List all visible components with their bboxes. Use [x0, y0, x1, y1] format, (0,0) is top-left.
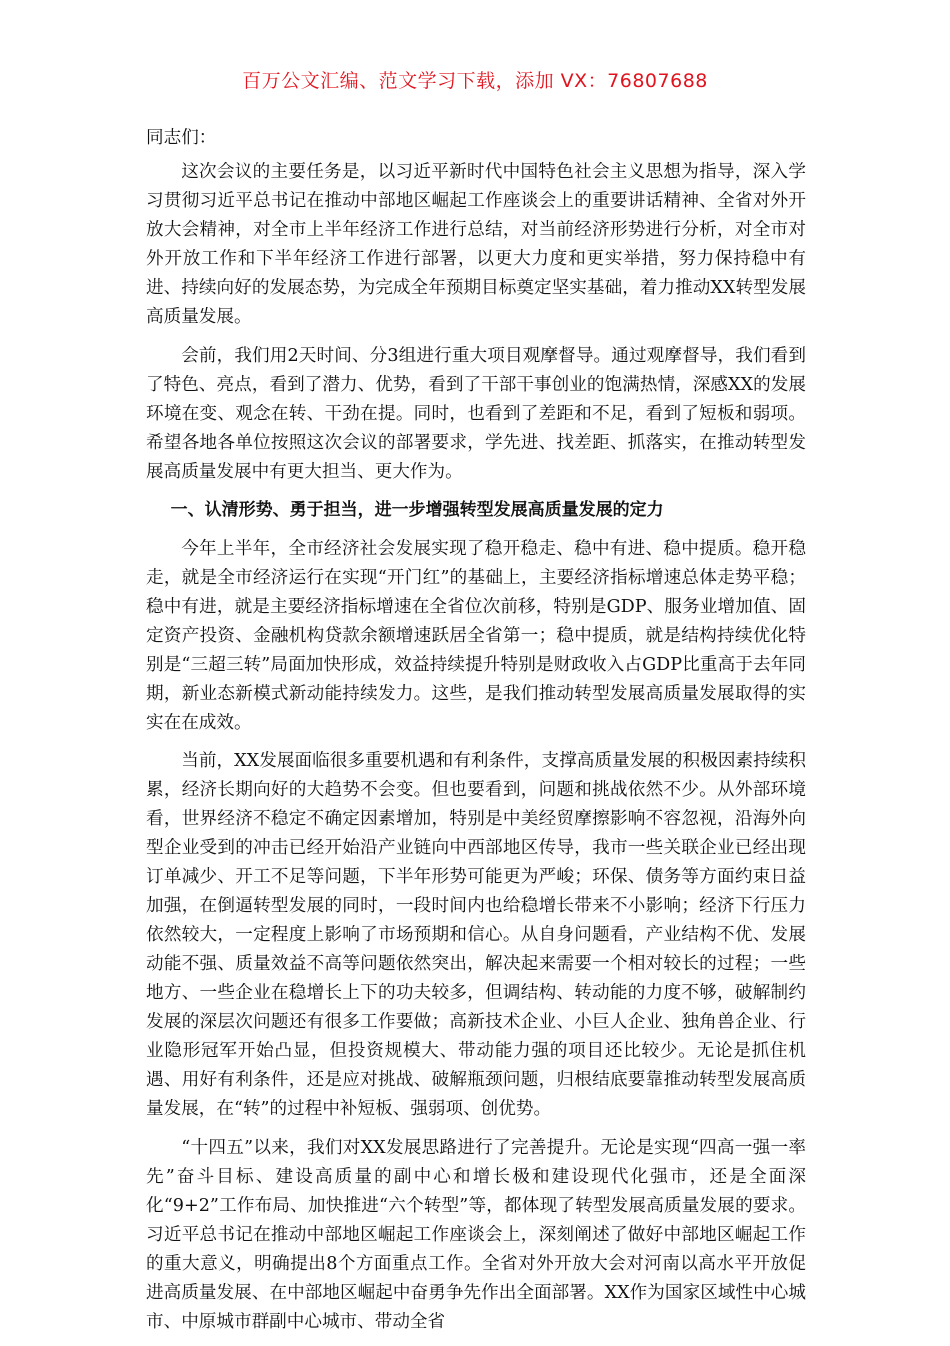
- salutation: 同志们：: [146, 128, 217, 148]
- paragraph-opportunities-challenges: 当前，XX发展面临很多重要机遇和有利条件，支撑高质量发展的积极因素持续积累，经济长期向好的大趋势不会变。但也要看到，问题和挑战依然不少。从外部环境看，世界经济不稳定不确定因素增加，特别是中美经贸摩擦影响不容忽视，沿海外向型企业受到的冲击已经开始沿产业链向中西部地区传导，我市一些关联企业已经出现订单减少、开工不足等问题，下半年形势可能更为严峻；环保、债务等方面约束日益加强，在倒逼转型发展的同时，一段时间内也给稳增长带来不小影响；经济下行压力依然较大，一定程度上影响了市场预期和信心。从自身问题看，产业结构不优、发展动能不强、质量效益不高等问题依然突出，解决起来需要一个相对较长的过程；一些地方、一些企业在稳增长上下的功夫较多，但调结构、转动能的力度不够，破解制约发展的深层次问题还有很多工作要做；高新技术企业、小巨人企业、独角兽企业、行业隐形冠军开始凸显，但投资规模大、带动能力强的项目还比较少。无论是抓住机遇、用好有利条件，还是应对挑战、破解瓶颈问题，归根结底要靠推动转型发展高质量发展，在“转”的过程中补短板、强弱项、创优势。: [146, 751, 806, 1119]
- document-body: [146, 124, 806, 1346]
- section-heading: 一、认清形势、勇于担当，进一步增强转型发展高质量发展的定力: [170, 500, 664, 520]
- download-notice-header: 百万公文汇编、范文学习下载，添加 VX：76807688: [242, 70, 708, 92]
- paragraph-first-half-economy: 今年上半年，全市经济社会发展实现了稳开稳走、稳中有进、稳中提质。稳开稳走，就是全市经济运行在实现“开门红”的基础上，主要经济指标增速总体走势平稳；稳中有进，就是主要经济指标增速在全省位次前移，特别是GDP、服务业增加值、固定资产投资、金融机构贷款余额增速跃居全省第一；稳中提质，就是结构持续优化特别是“三超三转”局面加快形成，效益持续提升特别是财政收入占GDP比重高于去年同期，新业态新模式新动能持续发力。这些，是我们推动转型发展高质量发展取得的实实在在成效。: [146, 538, 806, 733]
- paragraph-development-strategy: “十四五”以来，我们对XX发展思路进行了完善提升。无论是实现“四高一强一率先”奋斗目标、建设高质量的副中心和增长极和建设现代化强市，还是全面深化“9+2”工作布局、加快推进“六个转型”等，都体现了转型发展高质量发展的要求。习近平总书记在推动中部地区崛起工作座谈会上，深刻阐述了做好中部地区崛起工作的重大意义，明确提出8个方面重点工作。全省对外开放大会对河南以高水平开放促进高质量发展、在中部地区崛起中奋勇争先作出全面部署。XX作为国家区域性中心城市、中原城市群副中心城市、带动全省: [146, 1137, 806, 1332]
- paragraph-project-inspection: 会前，我们用2天时间、分3组进行重大项目观摩督导。通过观摩督导，我们看到了特色、亮点，看到了潜力、优势，看到了干部干事创业的饱满热情，深感XX的发展环境在变、观念在转、干劲在提。同时，也看到了差距和不足，看到了短板和弱项。希望各地各单位按照这次会议的部署要求，学先进、找差距、抓落实，在推动转型发展高质量发展中有更大担当、更大作为。: [146, 345, 806, 482]
- paragraph-meeting-tasks: 这次会议的主要任务是，以习近平新时代中国特色社会主义思想为指导，深入学习贯彻习近平总书记在推动中部地区崛起工作座谈会上的重要讲话精神、全省对外开放大会精神，对全市上半年经济工作进行总结，对当前经济形势进行分析，对全市对外开放工作和下半年经济工作进行部署，以更大力度和更实举措，努力保持稳中有进、持续向好的发展态势，为完成全年预期目标奠定坚实基础，着力推动XX转型发展高质量发展。: [146, 162, 806, 327]
